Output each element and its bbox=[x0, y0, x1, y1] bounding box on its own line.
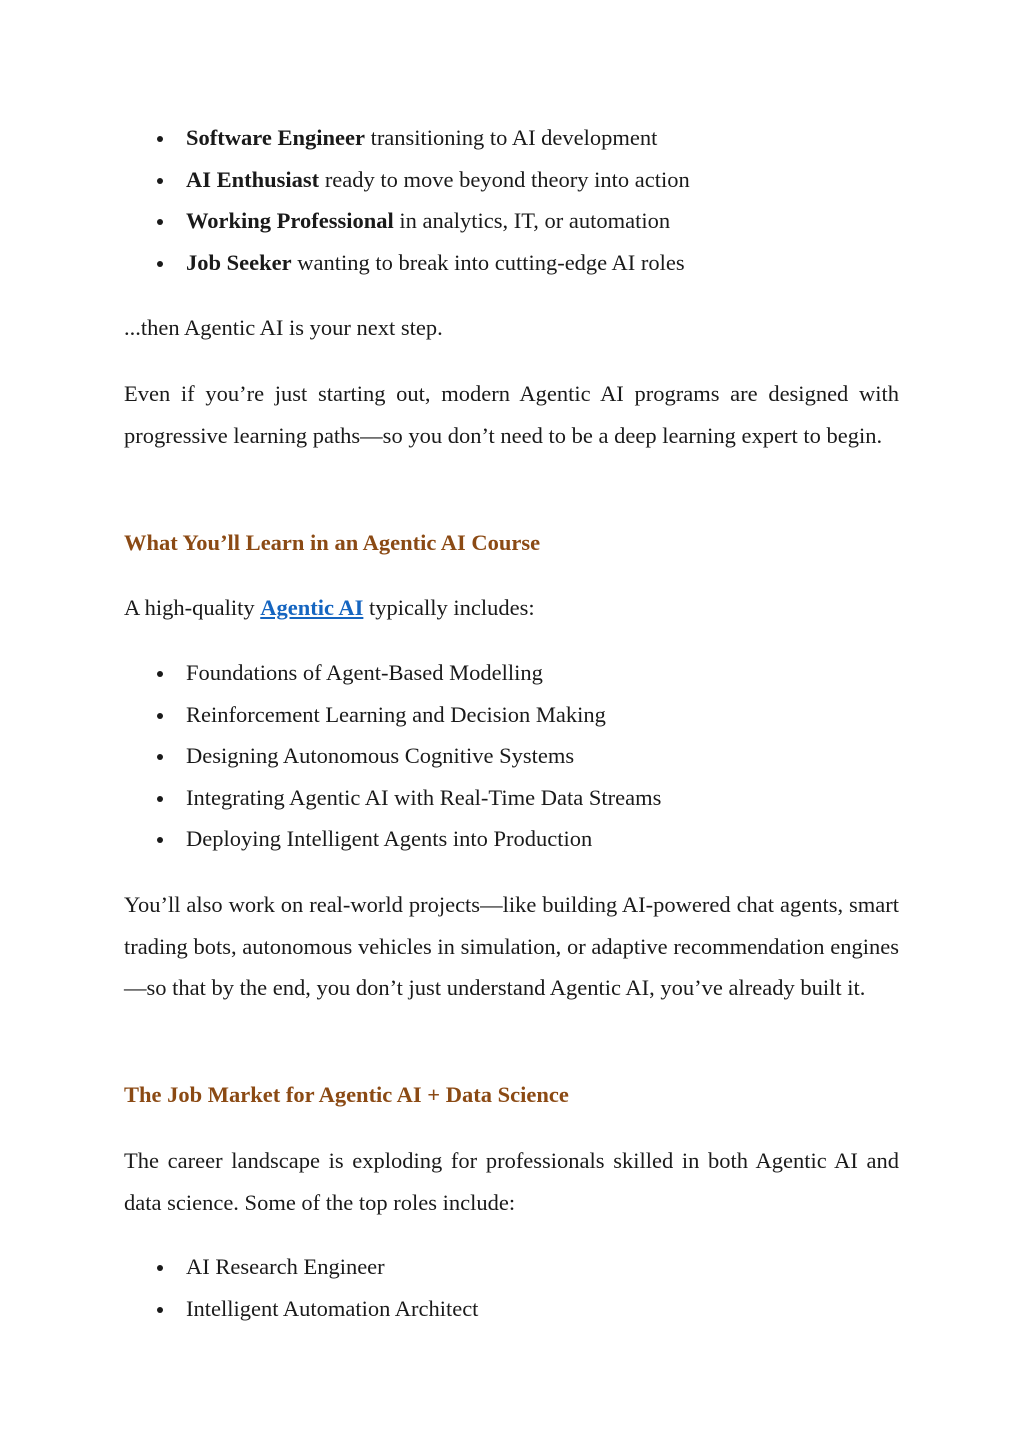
list-item-text: Designing Autonomous Cognitive Systems bbox=[186, 743, 575, 768]
next-step-paragraph: ...then Agentic AI is your next step. bbox=[124, 315, 443, 340]
bullet-icon bbox=[157, 1265, 163, 1271]
list-item-text: ready to move beyond theory into action bbox=[319, 166, 690, 192]
list-item bbox=[124, 777, 661, 819]
list-item-text: AI Research Engineer bbox=[186, 1254, 385, 1279]
agentic-ai-link[interactable]: Agentic AI bbox=[260, 595, 364, 620]
includes-paragraph bbox=[124, 587, 535, 629]
list-item bbox=[124, 1246, 478, 1288]
list-item-bold: Software Engineer bbox=[186, 125, 365, 150]
list-item-text: transitioning to AI development bbox=[364, 125, 658, 150]
list-item bbox=[124, 117, 690, 159]
list-item bbox=[124, 652, 661, 694]
bullet-icon bbox=[157, 713, 163, 719]
list-item-text: wanting to break into cutting-edge AI roles bbox=[291, 249, 685, 275]
learn-heading: What You’ll Learn in an Agentic AI Course bbox=[124, 530, 541, 555]
intro-paragraph: Even if you’re just starting out, modern Agentic AI programs are designed with progressive learning paths—so you don’t need to be a deep learning expert to begin. bbox=[124, 381, 899, 448]
bullet-icon bbox=[157, 136, 163, 142]
includes-text-after: typically includes: bbox=[363, 595, 535, 620]
list-item bbox=[124, 1288, 478, 1330]
job-market-heading: The Job Market for Agentic AI + Data Science bbox=[124, 1082, 569, 1107]
list-item-text: in analytics, IT, or automation bbox=[393, 208, 671, 233]
audience-list bbox=[124, 117, 690, 283]
includes-text-before: A high-quality bbox=[124, 595, 261, 620]
bullet-icon bbox=[157, 671, 163, 677]
list-item bbox=[124, 200, 690, 242]
list-item bbox=[124, 818, 661, 860]
list-item-text: Reinforcement Learning and Decision Making bbox=[186, 701, 606, 727]
list-item bbox=[124, 242, 690, 284]
list-item-text: Integrating Agentic AI with Real-Time Data Streams bbox=[186, 784, 662, 810]
learn-list bbox=[124, 652, 661, 860]
list-item-bold: Job Seeker bbox=[186, 249, 292, 275]
list-item bbox=[124, 694, 661, 736]
list-item-bold: AI Enthusiast bbox=[186, 166, 320, 192]
list-item-text: Deploying Intelligent Agents into Production bbox=[186, 826, 593, 851]
bullet-icon bbox=[157, 837, 163, 843]
career-paragraph: The career landscape is exploding for professionals skilled in both Agentic AI and data science. Some of the top roles include: bbox=[124, 1148, 899, 1215]
bullet-icon bbox=[157, 178, 163, 184]
bullet-icon bbox=[157, 219, 163, 225]
bullet-icon bbox=[157, 1307, 163, 1313]
list-item bbox=[124, 159, 690, 201]
list-item-text: Foundations of Agent-Based Modelling bbox=[186, 660, 543, 685]
list-item-text: Intelligent Automation Architect bbox=[186, 1295, 479, 1321]
list-item-bold: Working Professional bbox=[186, 208, 394, 233]
list-item bbox=[124, 735, 661, 777]
roles-list bbox=[124, 1246, 478, 1329]
bullet-icon bbox=[157, 261, 163, 267]
bullet-icon bbox=[157, 796, 163, 802]
bullet-icon bbox=[157, 754, 163, 760]
projects-paragraph: You’ll also work on real-world projects—like building AI-powered chat agents, smart trading bots, autonomous vehicles in simulation, or adaptive recommendation engines—so that by the end, you don’t just understand Agentic AI, you’ve already built it. bbox=[124, 892, 899, 1000]
